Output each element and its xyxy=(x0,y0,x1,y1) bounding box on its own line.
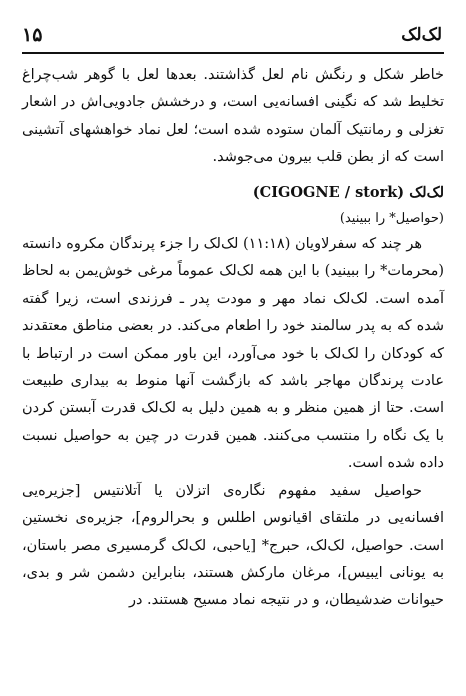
page-number: ۱۵ xyxy=(22,24,43,46)
header-rule xyxy=(22,52,444,54)
entry-paragraph-1: هر چند که سفرلاویان (۱۱:۱۸) لک‌لک را جزء پرندگان مکروه دانسته (محرمات* را ببینید) با این همه لک‌لک عموماً مرغی خوش‌یمن به لحاظ آمده است. لک‌لک نماد مهر و مودت پدر ـ فرزندی است، زیرا گفته شده که به پدر سالمند خود را اطعام می‌کند. در بعضی مناطق معتقدند که کودکان را لک‌لک با خود می‌آورد، این باور ممکن است در ارتباط با عادت پرندگان مهاجر باشد که بازگشت آنها منوط به بیداری طبیعت است. حتا از همین منظر و به همین دلیل به لک‌لک قدرت آبستن کردن با یک نگاه را منتسب می‌کنند. همین قدرت در چین به حواصیل نسبت داده شده است. xyxy=(22,236,444,472)
page-body xyxy=(22,62,444,615)
intro-paragraph: خاطر شکل و رنگش نام لعل گذاشتند. بعدها لعل با گوهر شب‌چراغ تخلیط شد که نگینی افسانه‌یی است، و درخشش جادویی‌اش در اشعار تغزلی و رمانتیک آلمان ستوده شده است؛ لعل نماد خواهشهای آتشینی است که از بطن قلب بیرون می‌جوشد. xyxy=(22,67,444,166)
section-gap xyxy=(22,172,444,175)
entry-cross-reference: (حواصیل* را ببینید) xyxy=(339,211,444,227)
page-header xyxy=(22,22,442,50)
entry-paragraph-2: حواصیل سفید مفهوم نگاره‌ی اتزلان یا آتلانتیس [جزیره‌یی افسانه‌یی در ملتقای اقیانوس اطلس و بحرالروم]، جزیره‌ی نخستین است. حواصیل، لک‌لک، حبرج* [یاحبی، لک‌لک گرمسیری مصر باستان، به یونانی ایبیس]، مرغان مارکش هستند، بنابراین دشمن شر و بدی، حیوانات ضدشیطان، و در نتیجه نماد مسیح هستند. در xyxy=(22,482,444,609)
running-head: لک‌لک xyxy=(401,25,442,45)
entry-headword: لک‌لک (CIGOGNE / stork) xyxy=(252,183,444,201)
